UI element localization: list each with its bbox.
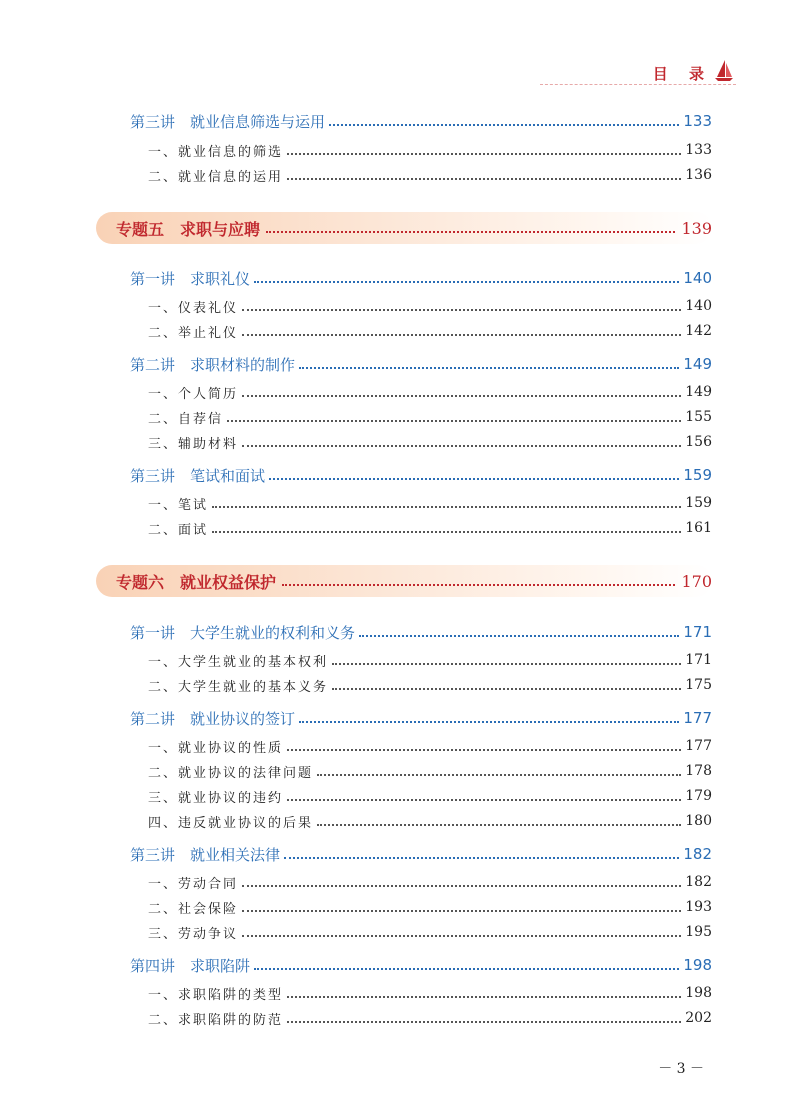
dot-leader: [254, 281, 679, 283]
toc-item[interactable]: [0, 921, 712, 943]
toc-page-number: 136: [685, 167, 712, 183]
dot-leader: [332, 663, 681, 665]
toc-page-number: 140: [685, 298, 712, 314]
toc-lecture[interactable]: [0, 621, 712, 643]
toc-page-number: 149: [685, 384, 712, 400]
toc-lecture[interactable]: [0, 110, 712, 132]
dot-leader: [287, 749, 681, 751]
dot-leader: [317, 774, 681, 776]
dot-leader: [299, 367, 679, 369]
toc-page-number: 175: [685, 677, 712, 693]
toc-topic[interactable]: [96, 565, 712, 597]
dot-leader: [287, 153, 681, 155]
toc-item[interactable]: [0, 674, 712, 696]
toc-page-number: 198: [683, 956, 712, 974]
header-rule: [540, 84, 736, 85]
dot-leader: [242, 885, 681, 887]
toc-lecture[interactable]: [0, 353, 712, 375]
dot-leader: [242, 334, 681, 336]
toc-item[interactable]: [0, 431, 712, 453]
toc-item[interactable]: [0, 492, 712, 514]
toc-entry-title: 四、违反就业协议的后果: [148, 815, 314, 831]
toc-page-number: 178: [685, 763, 712, 779]
toc-entry-title: 一、就业信息的筛选: [148, 144, 284, 160]
page-header: [0, 0, 800, 100]
toc-page-number: 149: [683, 355, 712, 373]
dot-leader: [287, 799, 681, 801]
toc-page-number: 155: [685, 409, 712, 425]
toc-entry-title: 二、就业协议的法律问题: [148, 765, 314, 781]
toc-item[interactable]: [0, 320, 712, 342]
toc-entry-title: 三、劳动争议: [148, 926, 239, 942]
toc-entry-title: 一、大学生就业的基本权利: [148, 654, 329, 670]
toc-page-number: 139: [681, 218, 712, 238]
toc-entry-title: 三、辅助材料: [148, 436, 239, 452]
toc-page-number: 195: [685, 924, 712, 940]
toc-entry-title: 一、劳动合同: [148, 876, 239, 892]
toc-lecture[interactable]: [0, 707, 712, 729]
toc-entry-title: 二、社会保险: [148, 901, 239, 917]
dot-leader: [282, 584, 675, 586]
toc-item[interactable]: [0, 982, 712, 1004]
toc-topic-title: 专题五 求职与应聘: [116, 219, 261, 239]
toc-item[interactable]: [0, 760, 712, 782]
toc-page-number: 193: [685, 899, 712, 915]
dot-leader: [242, 910, 681, 912]
toc-item[interactable]: [0, 810, 712, 832]
dot-leader: [242, 309, 681, 311]
toc-page-number: 133: [685, 142, 712, 158]
dot-leader: [287, 178, 681, 180]
toc-entry-title: 二、面试: [148, 522, 209, 538]
toc-lecture[interactable]: [0, 843, 712, 865]
toc-topic-title: 专题六 就业权益保护: [116, 572, 277, 592]
toc-page-number: 177: [685, 738, 712, 754]
toc-page-number: 142: [685, 323, 712, 339]
toc-topic[interactable]: [96, 212, 712, 244]
toc-entry-title: 二、大学生就业的基本义务: [148, 679, 329, 695]
toc-item[interactable]: [0, 896, 712, 918]
toc-page-number: 159: [685, 495, 712, 511]
toc-entry-title: 第二讲 求职材料的制作: [130, 355, 296, 374]
toc-entry-title: 一、个人简历: [148, 386, 239, 402]
toc-entry-title: 第三讲 就业信息筛选与运用: [130, 112, 326, 131]
toc-item[interactable]: [0, 381, 712, 403]
toc-item[interactable]: [0, 735, 712, 757]
dot-leader: [359, 635, 679, 637]
toc-entry-title: 三、就业协议的违约: [148, 790, 284, 806]
toc-entry-title: 二、就业信息的运用: [148, 169, 284, 185]
dot-leader: [287, 1021, 681, 1023]
toc-entry-title: 一、求职陷阱的类型: [148, 987, 284, 1003]
dot-leader: [242, 445, 681, 447]
dot-leader: [299, 721, 679, 723]
toc-entry-title: 第三讲 就业相关法律: [130, 845, 281, 864]
toc-item[interactable]: [0, 1007, 712, 1029]
toc-entry-title: 第四讲 求职陷阱: [130, 956, 251, 975]
toc-page-number: 180: [685, 813, 712, 829]
dot-leader: [266, 231, 675, 233]
toc-entry-title: 一、就业协议的性质: [148, 740, 284, 756]
toc-page-number: 202: [685, 1010, 712, 1026]
toc-item[interactable]: [0, 517, 712, 539]
toc-item[interactable]: [0, 139, 712, 161]
dot-leader: [242, 935, 681, 937]
toc-entry-title: 二、自荐信: [148, 411, 224, 427]
toc-entry-title: 二、举止礼仪: [148, 325, 239, 341]
dot-leader: [269, 478, 679, 480]
toc-entry-title: 一、仪表礼仪: [148, 300, 239, 316]
dot-leader: [227, 420, 681, 422]
toc-page-number: 140: [683, 269, 712, 287]
toc-item[interactable]: [0, 649, 712, 671]
toc-entry-title: 一、笔试: [148, 497, 209, 513]
toc-lecture[interactable]: [0, 954, 712, 976]
toc-page-number: 133: [683, 112, 712, 130]
toc-page-number: 170: [681, 571, 712, 591]
dot-leader: [317, 824, 681, 826]
dot-leader: [284, 857, 679, 859]
toc-item[interactable]: [0, 295, 712, 317]
dot-leader: [242, 395, 681, 397]
dot-leader: [212, 531, 681, 533]
toc-page-number: 182: [685, 874, 712, 890]
dot-leader: [329, 124, 679, 126]
toc-page-number: 156: [685, 434, 712, 450]
toc-lecture[interactable]: [0, 464, 712, 486]
toc-entry-title: 第三讲 笔试和面试: [130, 466, 266, 485]
dot-leader: [332, 688, 681, 690]
dot-leader: [287, 996, 681, 998]
toc-page-number: 177: [683, 709, 712, 727]
sailboat-icon: [714, 58, 734, 82]
toc-page-number: 179: [685, 788, 712, 804]
dot-leader: [254, 968, 679, 970]
toc-page-number: 161: [685, 520, 712, 536]
footer-page-number: － 3 －: [658, 1061, 704, 1077]
toc-page-number: 159: [683, 466, 712, 484]
toc-item[interactable]: [0, 785, 712, 807]
header-title: 目 录: [652, 65, 712, 83]
toc-entry-title: 第一讲 大学生就业的权利和义务: [130, 623, 356, 642]
toc-page-number: 171: [683, 623, 712, 641]
toc-item[interactable]: [0, 871, 712, 893]
toc-item[interactable]: [0, 164, 712, 186]
toc-entry-title: 第二讲 就业协议的签订: [130, 709, 296, 728]
toc-lecture[interactable]: [0, 267, 712, 289]
dot-leader: [212, 506, 681, 508]
toc-entry-title: 第一讲 求职礼仪: [130, 269, 251, 288]
toc-entry-title: 二、求职陷阱的防范: [148, 1012, 284, 1028]
toc-page-number: 198: [685, 985, 712, 1001]
toc-page-number: 182: [683, 845, 712, 863]
toc-item[interactable]: [0, 406, 712, 428]
toc-page-number: 171: [685, 652, 712, 668]
